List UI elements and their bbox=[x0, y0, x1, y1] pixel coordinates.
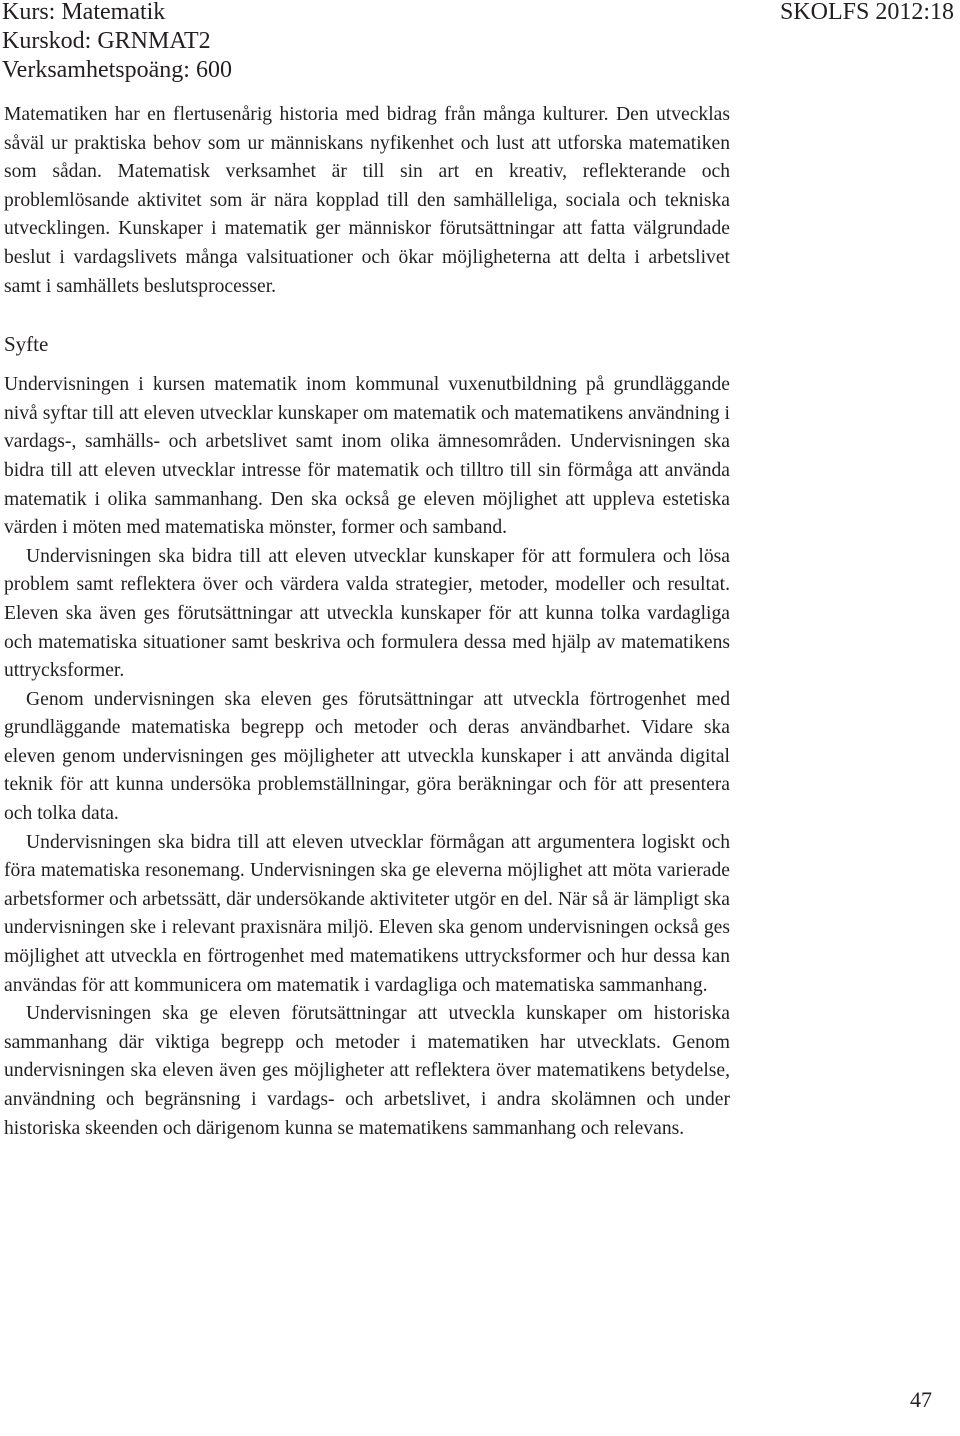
intro-paragraph: Matematiken har en flertusenårig historia med bidrag från många kulturer. Den utvecklas såväl ur praktiska behov som ur människans nyfikenhet och lust att utforska matematiken som sådan. Matematisk verksamhet är till sin art en kreativ, reflekterande och problemlösande aktivitet som är nära kopplad till den samhälleliga, sociala och tekniska utvecklingen. Kunskaper i matematik ger människor förutsättningar att fatta välgrundade beslut i vardagslivets många valsituationer och ökar möjligheterna att delta i arbetslivet samt i samhällets beslutsprocesser. bbox=[4, 104, 730, 297]
section-heading: Syfte bbox=[4, 332, 49, 357]
course-code: Kurskod: GRNMAT2 bbox=[2, 28, 211, 54]
course-name: Kurs: Matematik bbox=[2, 0, 166, 25]
body-paragraph: Undervisningen ska ge eleven förutsättningar att utveckla kunskaper om historiska sammanhang där viktiga begrepp och metoder i matematiken har utvecklats. Genom undervisningen ska eleven även ges möjligheter att reflektera över matematikens betydelse, användning och begränsning i vardags- och arbetslivet, i andra skolämnen och under historiska skeenden och därigenom kunna se matematikens sammanhang och relevans. bbox=[4, 1003, 730, 1139]
body-paragraph: Genom undervisningen ska eleven ges förutsättningar att utveckla förtrogenhet med grundläggande matematiska begrepp och metoder och deras användbarhet. Vidare ska eleven genom undervisningen ges möjligheter att utveckla kunskaper i att använda digital teknik för att kunna undersöka problemställningar, göra beräkningar och för att presentera och tolka data. bbox=[4, 688, 730, 825]
course-header bbox=[2, 0, 232, 85]
course-points: Verksamhetspoäng: 600 bbox=[2, 57, 232, 83]
body-paragraph: Undervisningen i kursen matematik inom kommunal vuxenutbildning på grundläggande nivå syftar till att eleven utvecklar kunskaper om matematik och matematikens användning i vardags-, samhälls- och arbetslivet samt inom olika ämnesområden. Undervisningen ska bidra till att eleven utvecklar intresse för matematik och tilltro till sin förmåga att använda matematik i olika sammanhang. Den ska också ge eleven möjlighet att uppleva estetiska värden i möten med matematiska mönster, former och samband. bbox=[4, 374, 730, 539]
regulation-reference: SKOLFS 2012:18 bbox=[779, 0, 954, 25]
body-paragraph: Undervisningen ska bidra till att eleven utvecklar förmågan att argumentera logiskt och föra matematiska resonemang. Undervisningen ska ge eleverna möjlighet att möta varierade arbetsformer och arbetssätt, där undersökande aktiviteter utgör en del. När så är lämpligt ska undervisningen ske i relevant praxisnära miljö. Eleven ska genom undervisningen också ges möjlighet att utveckla en förtrogenhet med matematikens uttrycksformer och hur dessa kan användas för att kommunicera om matematik i vardagliga och matematiska sammanhang. bbox=[4, 831, 730, 996]
page-number: 47 bbox=[910, 1387, 932, 1412]
body-paragraph: Undervisningen ska bidra till att eleven utvecklar kunskaper för att formulera och lösa problem samt reflektera över och värdera valda strategier, metoder, modeller och resultat. Eleven ska även ges förutsättningar att utveckla kunskaper för att kunna tolka vardagliga och matematiska situationer samt beskriva och formulera dessa med hjälp av matematikens uttrycksformer. bbox=[4, 545, 730, 682]
document-body bbox=[4, 101, 730, 1143]
